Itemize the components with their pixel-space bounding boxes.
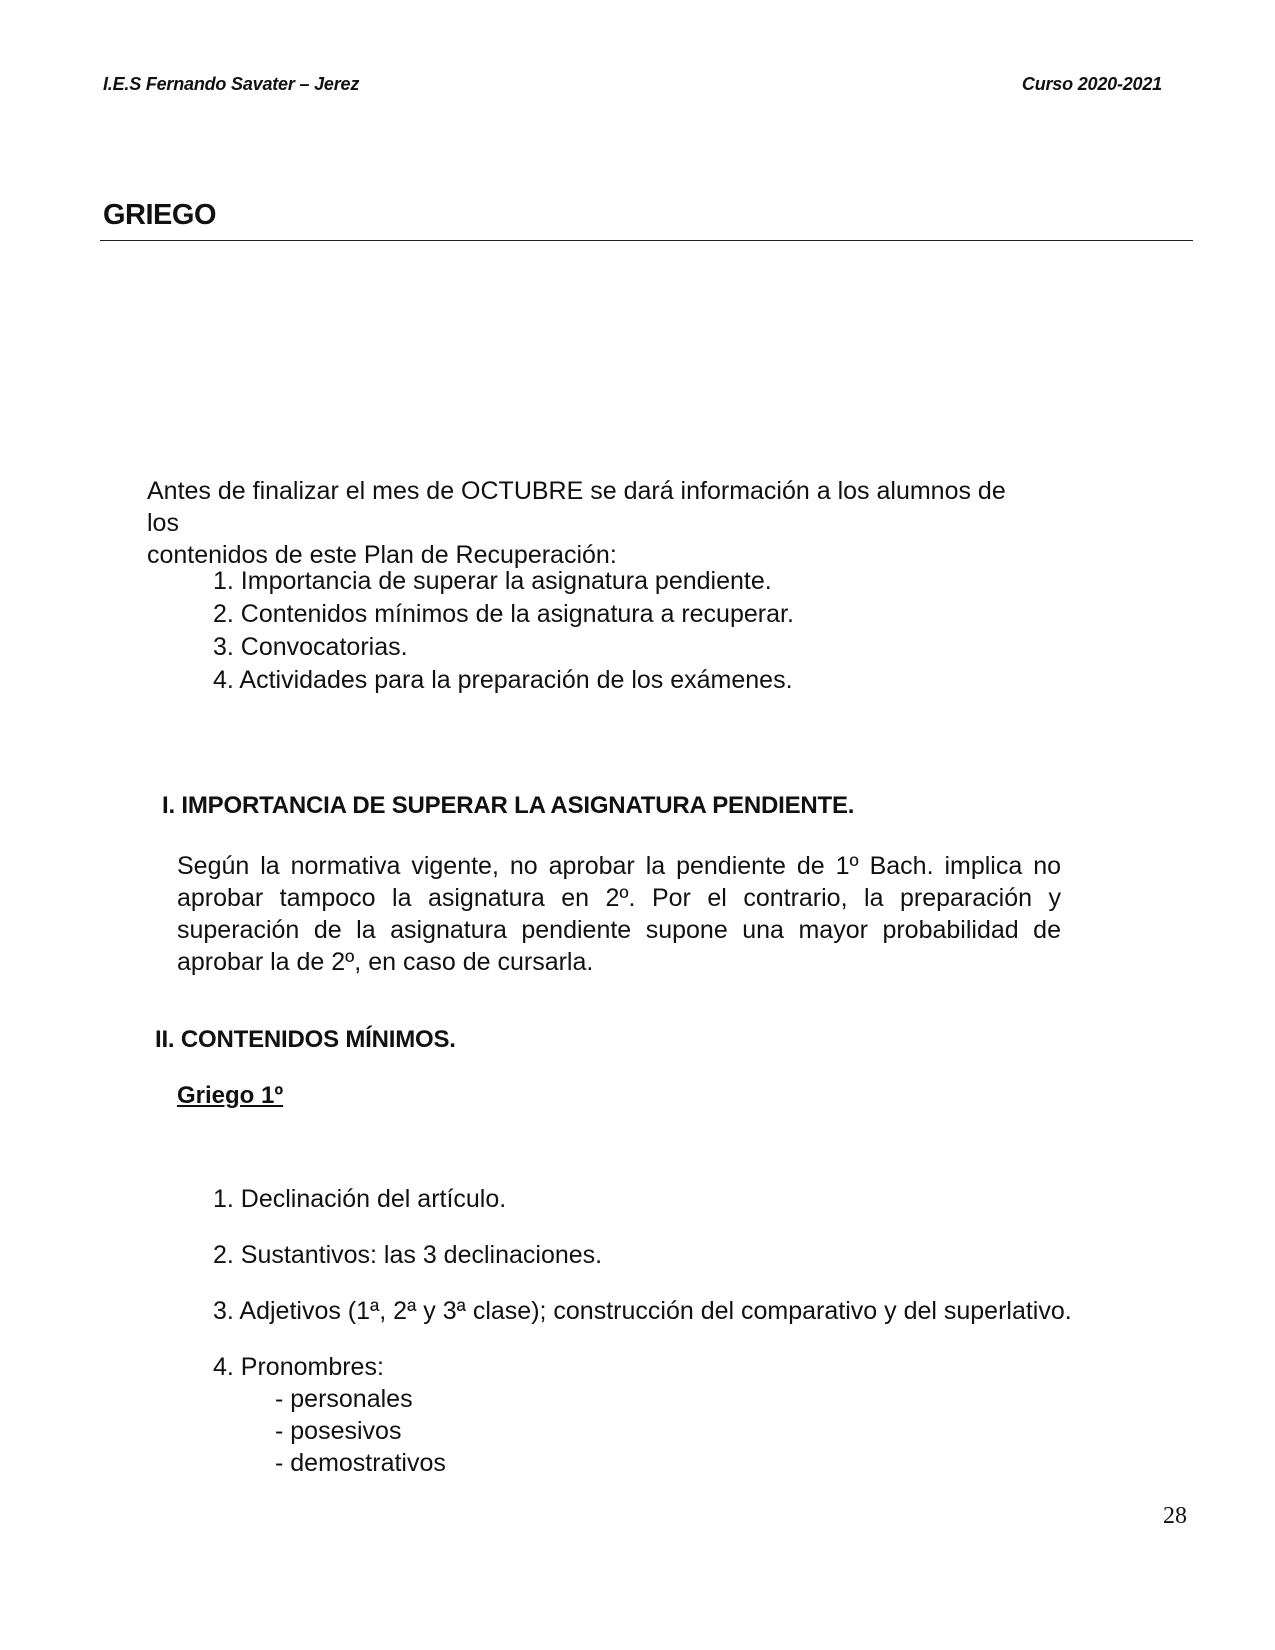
list-item: 2. Contenidos mínimos de la asignatura a recuperar. [213, 600, 794, 628]
header-institution: I.E.S Fernando Savater – Jerez [103, 74, 360, 94]
section-heading-contenidos: II. CONTENIDOS MÍNIMOS. [155, 1026, 456, 1053]
list-item: 1. Importancia de superar la asignatura pendiente. [213, 567, 772, 595]
page-number: 28 [1163, 1503, 1187, 1529]
header-course-year: Curso 2020-2021 [1021, 74, 1162, 94]
sublist-item: - posesivos [275, 1417, 402, 1445]
list-item: 3. Adjetivos (1ª, 2ª y 3ª clase); construcción del comparativo y del superlativo. [213, 1297, 1072, 1325]
title-divider [100, 240, 1193, 241]
section-paragraph-importancia: Según la normativa vigente, no aprobar la pendiente de 1º Bach. implica no aprobar tampoco la asignatura en 2º. Por el contrario, la preparación y superación de la asignatura pendiente supone una mayor probabilidad de aprobar la de 2º, en caso de cursarla. [177, 852, 1061, 976]
intro-line-2: contenidos de este Plan de Recuperación: [147, 541, 617, 569]
sublist-item: - personales [275, 1385, 413, 1413]
intro-line-1: Antes de finalizar el mes de OCTUBRE se dará información a los alumnos de los [147, 477, 1006, 537]
section-heading-importancia: I. IMPORTANCIA DE SUPERAR LA ASIGNATURA PENDIENTE. [162, 792, 855, 819]
list-item: 1. Declinación del artículo. [213, 1185, 507, 1213]
page-title: GRIEGO [103, 199, 217, 231]
plan-contents-list [213, 565, 794, 697]
list-item [213, 1351, 1072, 1479]
list-item: 2. Sustantivos: las 3 declinaciones. [213, 1241, 603, 1269]
pronouns-sublist [213, 1383, 1072, 1479]
intro-paragraph [147, 475, 1027, 571]
list-item: 4. Actividades para la preparación de los exámenes. [213, 666, 793, 694]
pronouns-label: 4. Pronombres: [213, 1353, 384, 1381]
sublist-item: - demostrativos [275, 1449, 446, 1477]
list-item: 3. Convocatorias. [213, 633, 408, 661]
subheading-griego-1: Griego 1º [177, 1082, 284, 1109]
minimum-contents-list [213, 1183, 1072, 1479]
